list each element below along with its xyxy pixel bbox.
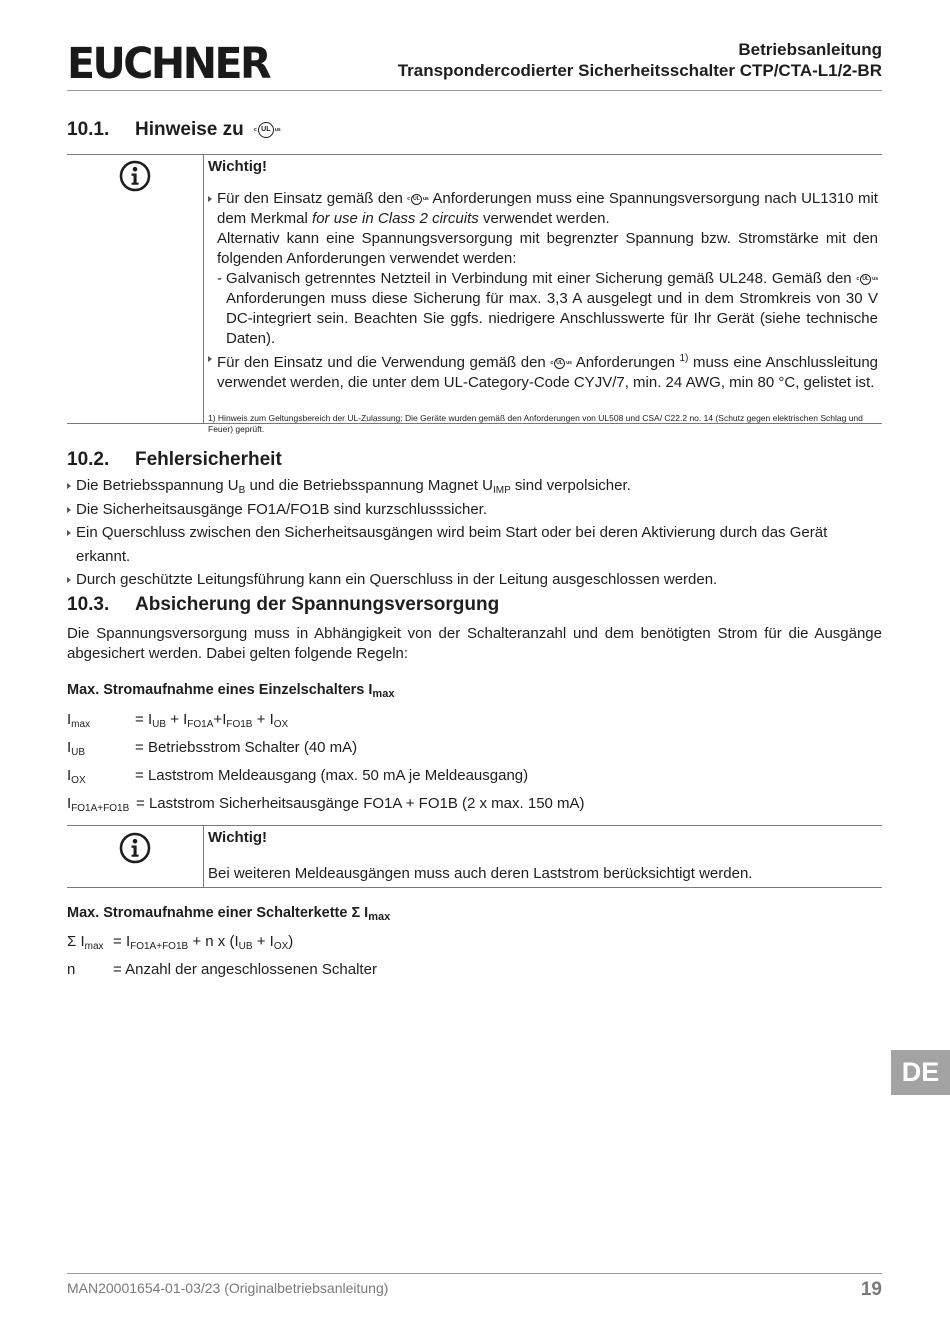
fault-safety-list <box>67 474 882 592</box>
note-bullet-cable: Für den Einsatz und die Verwendung gemäß den c UL us Anforderungen $^{1)}$ muss eine Anschlussleitung verwendet werden, die unter dem UL-Category-Code CYJV/7, min. 24 AWG, min 80 °C, gelistet ist. <box>208 349 878 393</box>
note-text: Bei weiteren Meldeausgängen muss auch deren Laststrom berücksichtigt werden. <box>208 865 753 882</box>
note-bullet-power-supply: Für den Einsatz gemäß den c UL us Anforderungen muss eine Spannungsversorgung nach UL1310 mit dem Merkmal for use in Class 2 circuits verwendet werden. <box>208 189 878 229</box>
bullet-triangle-icon <box>208 196 212 202</box>
euchner-logo: EUCHNER <box>67 38 270 89</box>
note-heading: Wichtig! <box>208 158 268 175</box>
note-alternative-text: Alternativ kann eine Spannungsversorgung mit begrenzter Spannung bzw. Stromstärke mit den folgenden Anforderungen verwendet werden: <box>217 230 878 268</box>
cul-us-mark-icon: c UL us <box>856 269 878 289</box>
list-item: Ein Querschluss zwischen den Sicherheitsausgängen wird beim Start oder bei deren Aktivierung durch das Gerät erkannt. <box>67 521 882 568</box>
list-item: Durch geschützte Leitungsführung kann ein Querschluss in der Leitung ausgeschlossen werden. <box>67 568 882 592</box>
note-icon-column <box>67 155 204 423</box>
note-dash-item: - Galvanisch getrenntes Netzteil in Verbindung mit einer Sicherung gemäß UL248. Gemäß den c UL us Anforderungen muss diese Sicherung für max. 3,3 A ausgelegt und in dem Stromkreis von 30 V DC-integriert sein. Beachten Sie ggfs. niedrigere Anschlusswerte für Ihr Gerät (siehe technische Daten). <box>217 270 878 348</box>
footer-divider <box>67 1273 882 1274</box>
document-title <box>398 39 882 81</box>
document-title-line2: Transpondercodierter Sicherheitsschalter CTP/CTA-L1/2-BR <box>397 61 882 80</box>
section-heading-10-3: 10.3. Absicherung der Spannungsversorgung <box>67 594 500 615</box>
note-heading: Wichtig! <box>208 829 268 846</box>
footnote: 1) Hinweis zum Geltungsbereich der UL-Zulassung: Die Geräte wurden gemäß den Anforderungen von UL508 und CSA/ C22.2 no. 14 (Schutz gegen elektrischen Schlag und Feuer) geprüft. <box>208 413 863 435</box>
class2-italic-text: for use in Class 2 circuits <box>312 210 479 228</box>
info-icon <box>119 832 151 864</box>
section-heading-10-2: 10.2. Fehlersicherheit <box>67 449 282 470</box>
cul-us-mark-icon: c UL us <box>550 353 572 373</box>
section-number: 10.1. <box>67 119 110 140</box>
subheading-single-switch: Max. Stromaufnahme eines Einzelschalters $I_{max}$ <box>67 682 395 700</box>
info-icon <box>119 160 151 192</box>
section-title: Hinweise zu <box>135 119 244 140</box>
section-heading-10-1 <box>67 119 281 141</box>
cul-us-mark-icon: c UL us <box>254 122 281 138</box>
document-title-line1: Betriebsanleitung <box>738 40 882 59</box>
subheading-switch-chain: Max. Stromaufnahme einer Schalterkette Σ $I_{max}$ <box>67 905 391 923</box>
document-id: MAN20001654-01-03/23 (Originalbetriebsanleitung) <box>67 1280 389 1296</box>
list-item: Die Sicherheitsausgänge FO1A/FO1B sind kurzschlusssicher. <box>67 498 882 522</box>
note-body <box>208 155 878 435</box>
cul-us-mark-icon: c UL us <box>407 189 429 209</box>
intro-paragraph: Die Spannungsversorgung muss in Abhängigkeit von der Schalteranzahl und dem benötigten Strom für die Ausgänge abgesichert werden. Dabei gelten folgende Regeln: <box>67 625 882 662</box>
page-number: 19 <box>860 1279 882 1300</box>
note-icon-column <box>67 826 204 887</box>
footnote-ref: 1) <box>679 353 689 365</box>
language-tab: DE <box>891 1050 950 1095</box>
note-body <box>208 826 878 884</box>
header-divider <box>67 90 882 91</box>
list-item: Die Betriebsspannung $U_B$ und die Betriebsspannung Magnet $U_{IMP}$ sind verpolsicher. <box>67 474 882 498</box>
bullet-triangle-icon <box>208 356 212 362</box>
important-note-box-2 <box>67 825 882 888</box>
important-note-box <box>67 154 882 435</box>
